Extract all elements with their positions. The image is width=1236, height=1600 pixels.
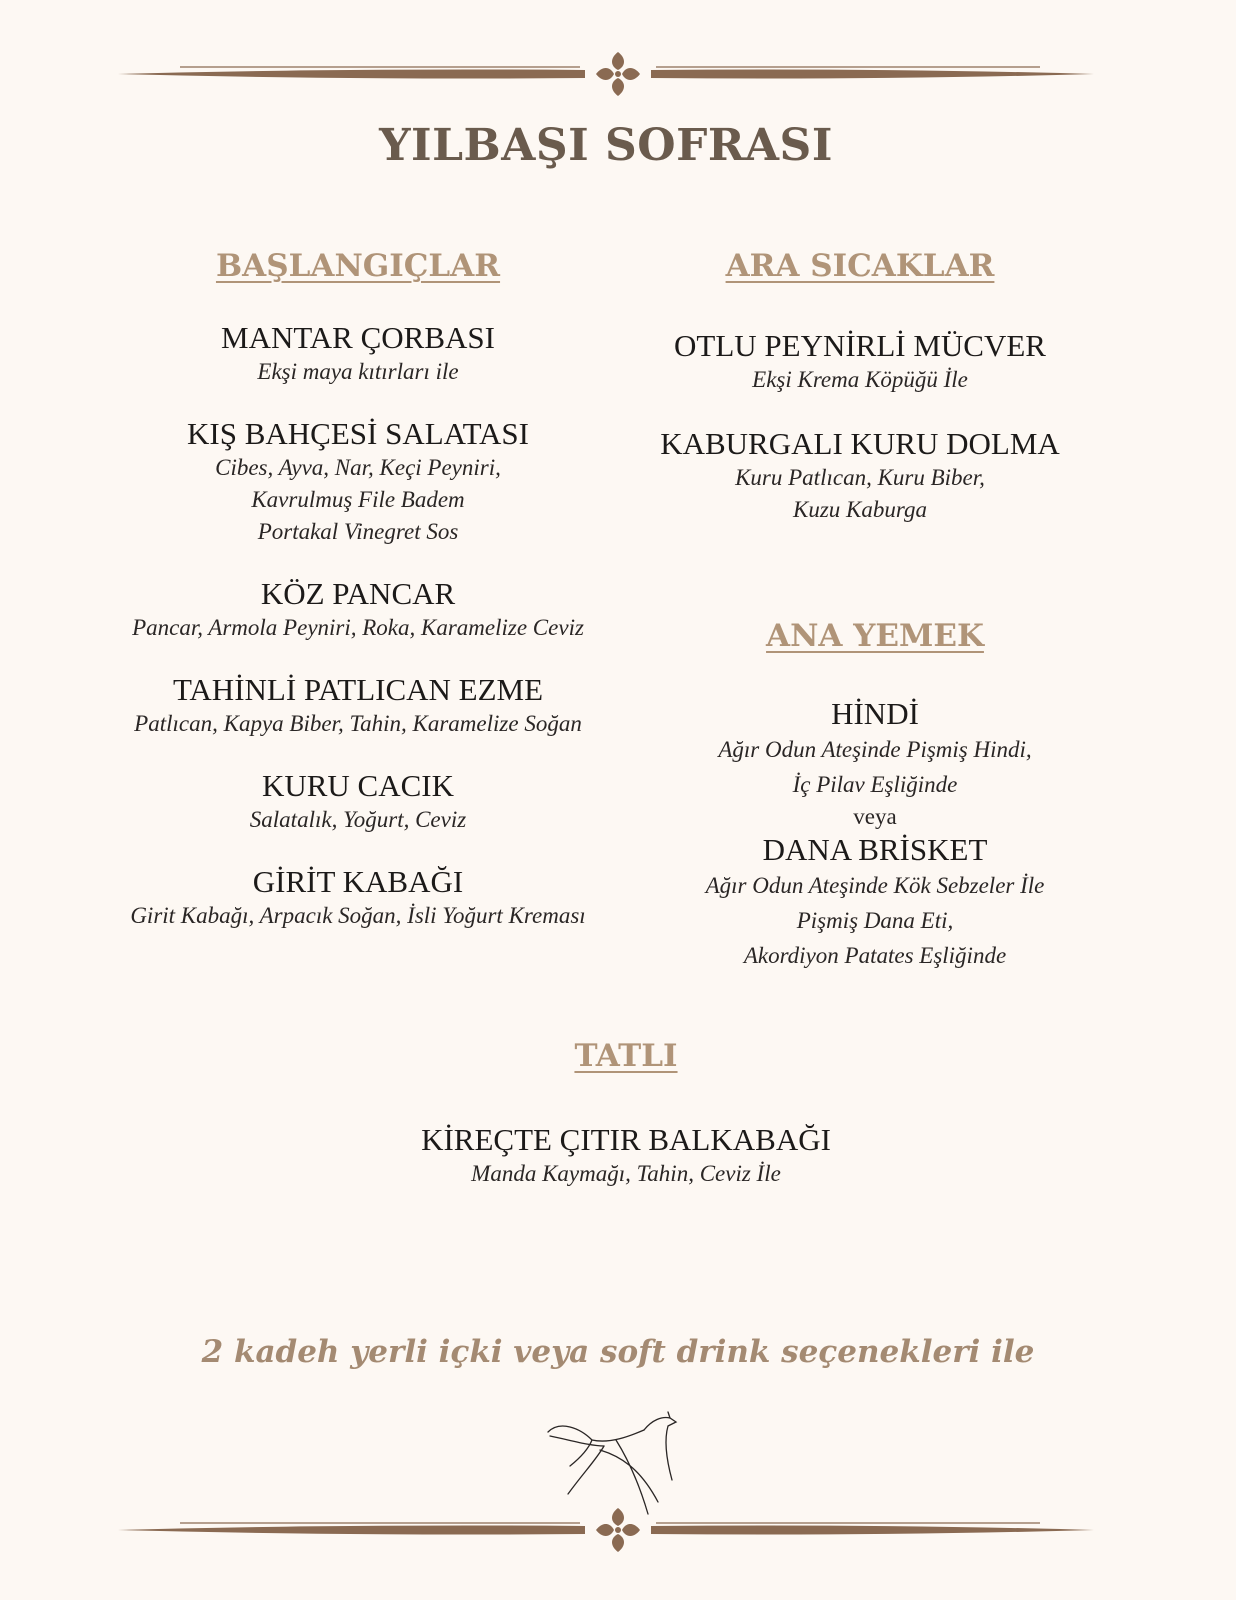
menu-item [78,320,638,388]
menu-item [630,696,1120,802]
bottom-divider-flourish-icon [0,1500,1236,1560]
item-desc: Pişmiş Dana Eti, [796,908,954,933]
menu-item [326,1122,926,1190]
item-name: DANA BRİSKET [762,832,988,867]
item-name: KIŞ BAHÇESİ SALATASI [187,416,529,451]
section-title-dessert: TATLI [574,1038,678,1074]
item-name: KABURGALI KURU DOLMA [660,426,1060,461]
dessert-list [326,1122,926,1190]
item-desc: Kavrulmuş File Badem [251,487,465,512]
hot-list [620,328,1100,526]
main-list [630,696,1120,973]
or-separator: veya [853,804,897,829]
item-desc: Manda Kaymağı, Tahin, Ceviz İle [471,1161,781,1186]
item-name: HİNDİ [831,696,919,731]
item-desc: Ekşi maya kıtırları ile [257,359,459,384]
item-desc: Akordiyon Patates Eşliğinde [743,943,1007,968]
menu-item [78,416,638,548]
item-name: GİRİT KABAĞI [252,864,464,899]
item-desc: Pancar, Armola Peyniri, Roka, Karamelize Ceviz [132,615,584,640]
item-name: KURU CACIK [261,768,455,803]
menu-item [78,768,638,836]
item-desc: Patlıcan, Kapya Biber, Tahin, Karamelize Soğan [134,711,582,736]
menu-item [630,832,1120,973]
item-desc: Kuru Patlıcan, Kuru Biber, [735,465,985,490]
section-title-starters: BAŞLANGIÇLAR [215,248,501,284]
item-desc: Ağır Odun Ateşinde Pişmiş Hindi, [718,737,1032,762]
item-desc: Girit Kabağı, Arpacık Soğan, İsli Yoğurt Kreması [130,903,586,928]
item-desc: İç Pilav Eşliğinde [792,772,958,797]
starters-list [78,320,638,932]
menu-item [78,576,638,644]
item-name: OTLU PEYNİRLİ MÜCVER [674,328,1046,363]
menu-item [620,328,1100,396]
item-desc: Cibes, Ayva, Nar, Keçi Peyniri, [215,455,501,480]
drinks-note: 2 kadeh yerli içki veya soft drink seçenekleri ile [201,1334,1035,1370]
menu-item [78,864,638,932]
item-name: MANTAR ÇORBASI [221,320,495,355]
menu-item [620,426,1100,526]
item-name: KÖZ PANCAR [260,576,456,611]
item-desc: Portakal Vinegret Sos [257,519,459,544]
item-name: TAHİNLİ PATLICAN EZME [172,672,544,707]
section-title-main: ANA YEMEK [766,618,984,654]
section-title-hot: ARA SICAKLAR [725,248,995,284]
menu-item [78,672,638,740]
item-desc: Ağır Odun Ateşinde Kök Sebzeler İle [705,873,1045,898]
item-desc: Salatalık, Yoğurt, Ceviz [249,807,467,832]
menu-title: YILBAŞI SOFRASI [379,120,833,171]
top-divider-flourish-icon [0,44,1236,104]
item-name: KİREÇTE ÇITIR BALKABAĞI [421,1122,831,1157]
item-desc: Kuzu Kaburga [793,497,927,522]
item-desc: Ekşi Krema Köpüğü İle [752,367,968,392]
